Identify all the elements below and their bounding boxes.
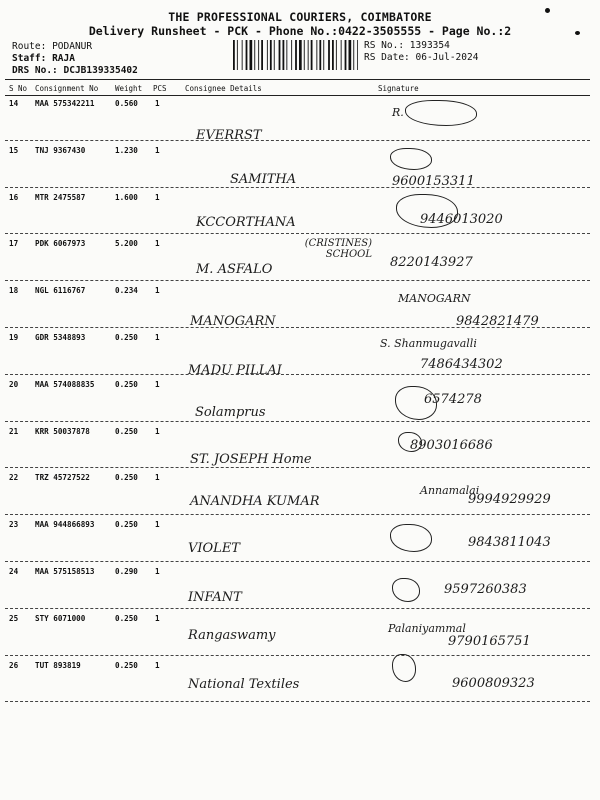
signature-text: R.	[392, 106, 404, 119]
consignment-cell: PDK 6067973	[35, 239, 86, 249]
consignment-cell: GDR 5348893	[35, 333, 86, 342]
barcode-bar	[308, 40, 309, 70]
consignment-cell: MAA 575342211	[35, 99, 95, 108]
consignment-cell: NGL 6116767	[35, 286, 86, 296]
signature-phone: 9842821479	[456, 314, 539, 329]
table-row	[0, 144, 600, 190]
col-header-weight: Weight	[115, 84, 143, 93]
row-separator	[5, 514, 590, 515]
staff-info	[12, 53, 75, 64]
route-info	[12, 41, 92, 52]
row-separator	[5, 421, 590, 422]
consignment-cell: MTR 2475587	[35, 192, 86, 202]
rs-no-value: 1393354	[409, 40, 450, 51]
consignment-cell: STY 6071000	[35, 613, 86, 623]
rs-no-info	[364, 40, 450, 51]
row-separator	[5, 561, 590, 562]
signature-scribble	[392, 578, 420, 602]
barcode-bar	[233, 40, 235, 70]
table-row	[0, 191, 600, 237]
barcode-bar	[242, 40, 243, 70]
drs-label: DRS No.:	[12, 65, 58, 76]
barcode-bar	[258, 40, 259, 70]
signature-phone: 9994929929	[468, 492, 551, 507]
consignee-handwriting: MANOGARN	[190, 314, 276, 329]
barcode-bar	[237, 40, 238, 70]
drs-info	[12, 65, 138, 76]
consignee-handwriting: INFANT	[188, 590, 242, 605]
row-separator	[5, 233, 590, 234]
consignment-cell: MAA 575158513	[35, 567, 95, 576]
col-header-consignment: Consignment No	[35, 84, 99, 93]
barcode-bar	[279, 40, 281, 70]
col-header-consignee: Consignee Details	[185, 84, 262, 93]
barcode-bar	[332, 40, 334, 70]
barcode-bar	[261, 40, 263, 70]
barcode-bar	[286, 40, 287, 70]
pcs-cell: 1	[155, 660, 160, 670]
signature-text: Annamalai	[420, 484, 480, 497]
consignee-note: (CRISTINES) SCHOOL	[304, 238, 372, 260]
sno-cell: 19	[9, 333, 19, 342]
rs-date-label: RS Date:	[364, 52, 410, 63]
rs-date-info	[364, 52, 478, 63]
col-header-pcs: PCS	[153, 84, 167, 93]
route-label: Route:	[12, 41, 47, 52]
sno-cell: 17	[9, 239, 19, 249]
signature-phone: 9600809323	[452, 676, 535, 691]
sno-cell: 18	[9, 286, 19, 296]
pcs-cell: 1	[155, 426, 160, 436]
barcode-bar	[311, 40, 313, 70]
barcode-bar	[349, 40, 352, 70]
barcode-bar	[295, 40, 297, 70]
barcode-bar	[299, 40, 302, 70]
rs-no-label: RS No.:	[364, 40, 405, 51]
weight-cell: 0.560	[115, 99, 138, 108]
barcode-bar	[319, 40, 321, 70]
consignee-handwriting: ST. JOSEPH Home	[190, 452, 312, 467]
consignee-handwriting: VIOLET	[188, 541, 240, 556]
weight-cell: 0.290	[115, 567, 138, 576]
sno-cell: 24	[9, 567, 19, 576]
barcode-bar	[283, 40, 285, 70]
consignee-handwriting: EVERRST	[196, 128, 262, 143]
barcode-bar	[254, 40, 255, 70]
signature-phone: 8903016686	[410, 438, 493, 453]
sno-cell: 25	[9, 613, 19, 623]
pcs-cell: 1	[155, 192, 160, 202]
pcs-cell: 1	[155, 520, 160, 530]
row-separator	[5, 608, 590, 609]
signature-phone: 9446013020	[420, 212, 503, 227]
barcode-bar	[353, 40, 354, 70]
consignee-handwriting: National Textiles	[188, 677, 300, 692]
signature-phone: 9600153311	[392, 174, 475, 189]
weight-cell: 0.250	[115, 379, 138, 389]
pcs-cell: 1	[155, 379, 160, 389]
row-separator	[5, 374, 590, 375]
weight-cell: 5.200	[115, 239, 138, 249]
row-separator	[5, 187, 590, 188]
barcode-bar	[345, 40, 347, 70]
col-header-signature: Signature	[378, 84, 419, 93]
barcode-bar	[341, 40, 342, 70]
signature-text: S. Shanmugavalli	[380, 337, 477, 350]
barcode-bar	[304, 40, 305, 70]
row-separator	[5, 140, 590, 141]
header-bottom-rule	[5, 95, 590, 96]
signature-phone: 9597260383	[444, 582, 527, 597]
barcode-bar	[274, 40, 275, 70]
pcs-cell: 1	[155, 145, 160, 155]
consignee-handwriting: Solamprus	[195, 405, 266, 420]
barcode-bar	[336, 40, 337, 70]
sno-cell: 15	[9, 145, 19, 155]
sno-cell: 14	[9, 99, 19, 108]
pcs-cell: 1	[155, 99, 160, 108]
pcs-cell: 1	[155, 286, 160, 296]
punch-mark	[545, 8, 550, 13]
pcs-cell: 1	[155, 567, 160, 576]
drs-value: DCJB139335402	[63, 65, 138, 76]
consignment-cell: TUT 893819	[35, 660, 81, 670]
rs-date-value: 06-Jul-2024	[415, 52, 479, 63]
signature-phone: 6574278	[424, 392, 482, 407]
sno-cell: 22	[9, 473, 19, 483]
barcode-bar	[316, 40, 317, 70]
barcode-bar	[250, 40, 253, 70]
weight-cell: 0.250	[115, 613, 138, 623]
barcode-bar	[246, 40, 248, 70]
signature-phone: 9790165751	[448, 634, 531, 649]
barcode-bar	[270, 40, 272, 70]
weight-cell: 0.250	[115, 520, 138, 530]
consignment-cell: MAA 574088835	[35, 379, 95, 389]
company-name: THE PROFESSIONAL COURIERS, COIMBATORE	[168, 10, 432, 24]
consignee-handwriting: MADU PILLAI	[188, 363, 282, 378]
signature-text: MANOGARN	[398, 292, 471, 305]
row-separator	[5, 701, 590, 702]
barcode-bar	[291, 40, 292, 70]
consignee-handwriting: Rangaswamy	[188, 628, 276, 643]
runsheet-title: Delivery Runsheet - PCK - Phone No.:0422-3505555 - Page No.:2	[88, 24, 512, 38]
signature-phone: 7486434302	[420, 357, 503, 372]
consignee-handwriting: SAMITHA	[230, 172, 297, 187]
barcode-bar	[267, 40, 268, 70]
signature-scribble	[398, 432, 422, 452]
consignment-cell: KRR 50037878	[35, 426, 90, 436]
consignment-cell: TNJ 9367430	[35, 145, 86, 155]
table-row	[0, 331, 600, 377]
row-separator	[5, 655, 590, 656]
header-top-rule	[5, 79, 590, 80]
staff-label: Staff:	[12, 53, 47, 64]
barcode	[233, 40, 358, 70]
weight-cell: 0.250	[115, 333, 138, 342]
sno-cell: 21	[9, 426, 19, 436]
sno-cell: 23	[9, 520, 19, 530]
signature-scribble	[392, 654, 416, 682]
pcs-cell: 1	[155, 613, 160, 623]
weight-cell: 1.230	[115, 145, 138, 155]
weight-cell: 0.250	[115, 660, 138, 670]
consignee-handwriting: ANANDHA KUMAR	[190, 494, 320, 509]
consignee-handwriting: KCCORTHANA	[196, 215, 296, 230]
sno-cell: 20	[9, 379, 19, 389]
sno-cell: 26	[9, 660, 19, 670]
barcode-bar	[323, 40, 324, 70]
consignment-cell: TRZ 45727522	[35, 473, 90, 483]
barcode-bar	[328, 40, 330, 70]
row-separator	[5, 467, 590, 468]
table-row	[0, 97, 600, 143]
signature-text: Palaniyammal	[388, 622, 466, 635]
consignment-cell: MAA 944866893	[35, 520, 95, 530]
weight-cell: 0.250	[115, 473, 138, 483]
consignee-handwriting: M. ASFALO	[196, 262, 273, 277]
staff-value: RAJA	[52, 53, 75, 64]
barcode-bar	[357, 40, 358, 70]
table-row	[0, 378, 600, 424]
signature-phone: 9843811043	[468, 535, 551, 550]
col-header-sno: S No	[9, 84, 28, 93]
pcs-cell: 1	[155, 333, 160, 342]
sno-cell: 16	[9, 192, 19, 202]
row-separator	[5, 280, 590, 281]
route-value: PODANUR	[52, 41, 93, 52]
weight-cell: 0.250	[115, 426, 138, 436]
pcs-cell: 1	[155, 239, 160, 249]
pcs-cell: 1	[155, 473, 160, 483]
weight-cell: 0.234	[115, 286, 138, 296]
signature-phone: 8220143927	[390, 255, 473, 270]
punch-mark	[575, 31, 580, 35]
weight-cell: 1.600	[115, 192, 138, 202]
